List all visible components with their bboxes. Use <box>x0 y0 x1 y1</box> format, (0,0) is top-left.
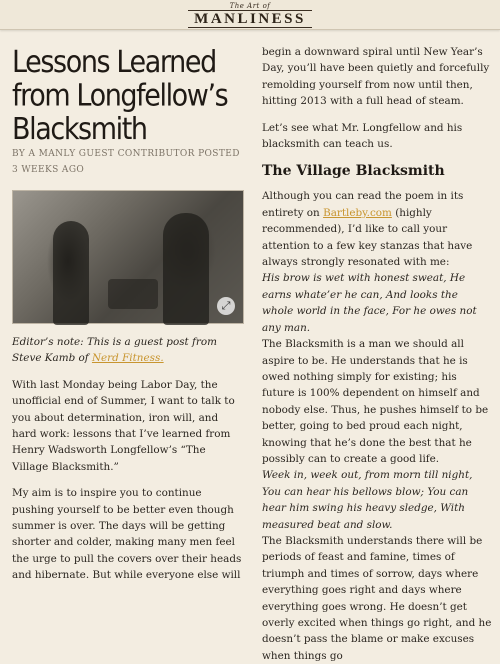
stanza-1: His brow is wet with honest sweat, He earns whate’er he can, And looks the whole world in the face, For he owes not any man. <box>262 272 477 334</box>
logo-small-text: The Art of <box>229 2 271 10</box>
editor-note <box>12 334 244 367</box>
photo-figure-left <box>53 221 89 325</box>
bartleby-link[interactable]: Bartleby.com <box>323 206 392 219</box>
article-left-column <box>12 46 244 584</box>
section-heading: The Village Blacksmith <box>262 163 445 180</box>
article-right-column <box>262 44 492 664</box>
expand-icon[interactable]: ⤢ <box>217 297 235 315</box>
paragraph-4-suffix: (highly recommended), I’d like to call your attention to a few key stanzas that have always strongly resonated with me: <box>262 206 473 269</box>
paragraph-6: The Blacksmith understands there will be periods of feast and famine, times of triumph and times of sorrow, days where everything goes right and days where everything goes wrong. He doesn’t get overly excited when things go right, and he doesn’t pass the blame or make excuses when things go <box>262 534 492 662</box>
stanza-2: Week in, week out, from morn till night, You can hear his bellows blow; You can hear him swing his heavy sledge, With measured beat and slow. <box>262 469 473 531</box>
paragraph-2-continued: begin a downward spiral until New Year’s Day, you’ll have been quietly and forcefully remolding yourself from now until then, hitting 2013 with a full head of steam. <box>262 46 490 108</box>
photo-figure-right <box>163 213 209 325</box>
paragraph-4-prefix: Although you can read the poem in its entirety on <box>262 190 464 219</box>
article-photo[interactable] <box>12 190 244 324</box>
logo-big-text: MANLINESS <box>188 10 312 28</box>
paragraph-1: With last Monday being Labor Day, the unofficial end of Summer, I want to talk to you about determination, iron will, and hard work: lessons that I’ve learned from Henry Wadsworth Longfellow’s “The Village Blacksmith.” <box>12 378 235 473</box>
site-header <box>0 0 500 30</box>
paragraph-4 <box>262 188 492 270</box>
nerd-fitness-link[interactable]: Nerd Fitness. <box>91 352 164 365</box>
site-logo[interactable] <box>180 2 320 28</box>
editor-note-text: Editor’s note: This is a guest post from Steve Kamb of <box>12 336 217 365</box>
paragraph-3: Let’s see what Mr. Longfellow and his blacksmith can teach us. <box>262 121 463 151</box>
paragraph-2: My aim is to inspire you to continue pushing yourself to be better even though summer is over. The days will be getting shorter and colder, making many men feel the urge to pull the covers over their heads and hibernate. But while everyone else will <box>12 487 242 582</box>
paragraph-5: The Blacksmith is a man we should all aspire to be. He understands that he is owed nothing simply for existing; his future is 100% dependent on himself and nobody else. Thus, he pushes himself to be better, going to bed proud each night, knowing that he’s done the best that he possibly can to create a good life. <box>262 338 489 465</box>
photo-anvil <box>108 279 158 309</box>
article-title: Lessons Learned from Longfellow’s Blacksmith <box>12 44 228 147</box>
article-byline: BY A MANLY GUEST CONTRIBUTOR POSTED 3 WEEKS AGO <box>12 149 240 175</box>
